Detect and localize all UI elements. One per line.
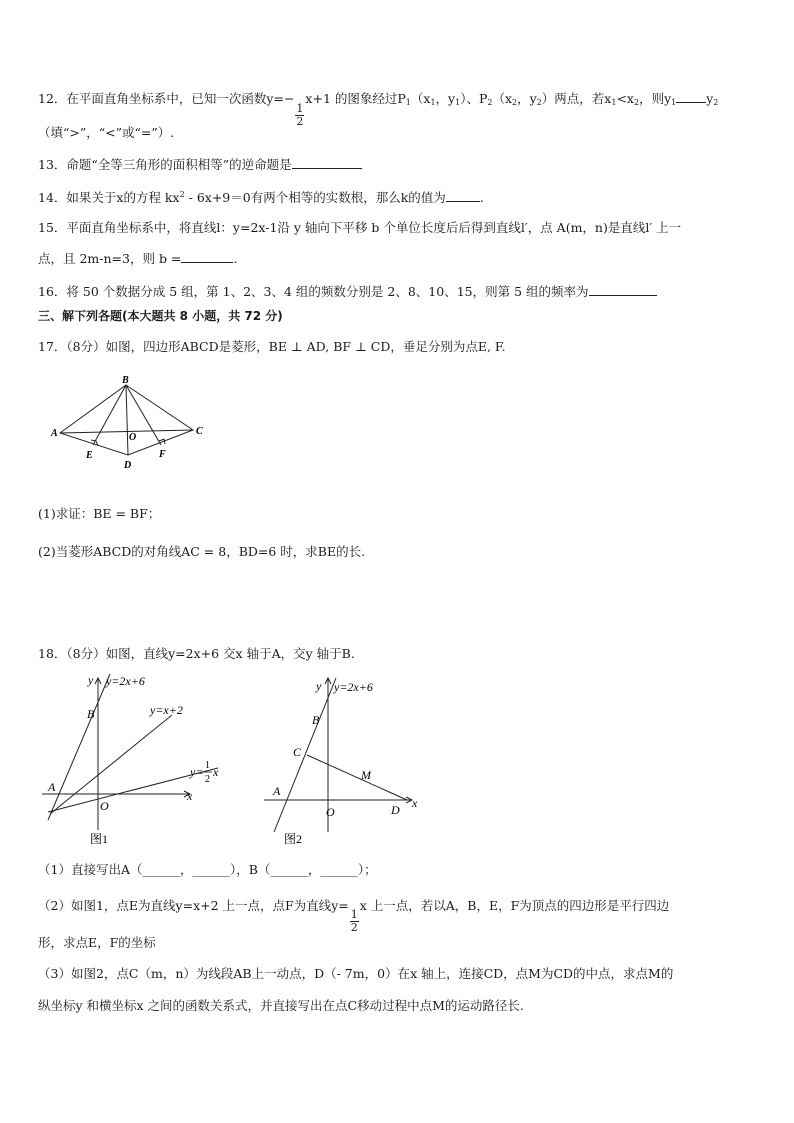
q12-text-i: <x (616, 91, 634, 106)
fig2-label-c: C (293, 745, 302, 759)
q14 (38, 187, 484, 206)
fig1-label-a: A (48, 780, 56, 794)
q18-frac-den: 2 (350, 921, 358, 934)
q15-answer-blank (181, 250, 233, 263)
sub: 1 (430, 98, 436, 107)
q17-rhombus-figure (48, 375, 218, 475)
fig1-line-c-num: 1 (205, 760, 210, 771)
q17-label-a: A (51, 428, 58, 439)
sub: 1 (455, 98, 461, 107)
q13-answer-blank (292, 156, 362, 169)
sub: 1 (611, 98, 617, 107)
q18-stem: 18．（8分）如图，直线y=2x+6 交x 轴于A，交y 轴于B. (38, 646, 355, 661)
fig2-label-d: D (391, 803, 400, 817)
q15-text-b: . (233, 251, 238, 266)
q16-answer-blank (589, 283, 657, 296)
q16-text: 16．将 50 个数据分成 5 组，第 1、2、3、4 组的频数分别是 2、8、10、15，则第 5 组的频率为 (38, 284, 589, 299)
q18-part3-line2: 纵坐标y 和横坐标x 之间的函数关系式，并直接写出在点C移动过程中点M的运动路径长. (38, 998, 524, 1013)
q14-text-a: 14．如果关于x的方程 kx (38, 190, 180, 205)
q12-text-f: （x (492, 91, 513, 106)
fig2-label-m: M (361, 768, 371, 782)
q17-part2: (2)当菱形ABCD的对角线AC = 8，BD=6 时，求BE的长. (38, 544, 366, 559)
q17-part1: (1)求证：BE = BF； (38, 506, 161, 521)
sub: 2 (536, 98, 542, 107)
q12-text-b: x+1 的图象经过P (305, 91, 406, 106)
sub: 2 (713, 98, 719, 107)
q18-part2-text-a: （2）如图1，点E为直线y=x+2 上一点，点F为直线y= (38, 898, 349, 913)
q12-answer-blank (676, 90, 706, 103)
fig2-label-b: B (312, 713, 320, 727)
q12-text-k: y (706, 91, 714, 106)
fig1-x-axis-label: x (187, 789, 193, 803)
fig2-caption: 图2 (284, 832, 303, 846)
q14-text-c: . (479, 190, 484, 205)
fig2-label-o: O (326, 805, 335, 819)
q16 (38, 283, 657, 300)
q14-text-b: - 6x+9＝0有两个相等的实数根，那么k的值为 (184, 190, 446, 205)
sub: 2 (487, 98, 493, 107)
section-heading: 三、解下列各题(本大题共 8 小题，共 72 分) (38, 309, 283, 323)
q17-label-e: E (86, 450, 93, 461)
q15-line1: 15．平面直角坐标系中，将直线l：y=2x-1沿 y 轴向下平移 b 个单位长度后后得到直线l′，点 A(m，n)是直线l′ 上一 (38, 220, 682, 235)
q13 (38, 156, 362, 173)
q12-text-h: ）两点，若x (541, 91, 612, 106)
fig2-line-a-label: y=2x+6 (334, 680, 373, 694)
q18-part2-fraction (350, 909, 359, 934)
q12-fraction (295, 103, 304, 128)
q18-figure-1 (40, 668, 240, 850)
fig1-line-c-prefix: y= (190, 765, 204, 779)
q15-line2 (38, 250, 237, 267)
q12-text-j: ，则y (639, 91, 672, 106)
q18-frac-num: 1 (350, 908, 358, 921)
q18-part1: （1）直接写出A（______，______），B（______，______）； (38, 862, 377, 877)
q12-text-e: ）、P (460, 91, 488, 106)
fig1-line-c-suffix: x (213, 765, 219, 779)
q17-label-b: B (122, 375, 129, 386)
q18-part2-text-b: x 上一点，若以A，B，E，F为顶点的四边形是平行四边 (359, 898, 670, 913)
q13-text: 13．命题“全等三角形的面积相等”的逆命题是 (38, 157, 292, 172)
q17-label-d: D (124, 460, 132, 471)
q12-text-g: ，y (517, 91, 537, 106)
fig2-x-axis-label: x (412, 796, 418, 810)
q18-figure-2 (262, 668, 432, 850)
q12-frac-den: 2 (296, 115, 304, 128)
q15-text-a: 点，且 2m-n=3，则 b = (38, 251, 182, 266)
fig1-caption: 图1 (90, 832, 109, 846)
q18-part2-line1 (38, 898, 669, 934)
q17-label-c: C (196, 426, 203, 437)
sub: 1 (405, 98, 411, 107)
q12-text-d: ，y (435, 91, 456, 106)
sub: 2 (633, 98, 640, 107)
fig1-y-axis-label: y (88, 673, 94, 687)
q12-text-a: 12．在平面直角坐标系中，已知一次函数y=− (38, 91, 295, 106)
fig1-line-b-label: y=x+2 (150, 703, 183, 717)
fig2-y-axis-label: y (316, 679, 322, 693)
fig1-line-a-label: y=2x+6 (106, 674, 145, 688)
sub: 1 (671, 98, 677, 107)
q12-line1 (38, 90, 718, 128)
q18-part3-line1: （3）如图2，点C（m，n）为线段AB上一动点，D（- 7m，0）在x 轴上，连接CD，点M为CD的中点，求点M的 (38, 966, 674, 981)
sub: 2 (512, 98, 518, 107)
sup: 2 (179, 190, 185, 199)
q17-label-o: O (129, 432, 137, 443)
q12-text-c: （x (410, 91, 431, 106)
q12-line2: （填“>”，“<”或“=”）. (38, 125, 175, 140)
q12-frac-num: 1 (296, 102, 304, 115)
q17-stem: 17．（8分）如图，四边形ABCD是菱形，BE ⊥ AD, BF ⊥ CD，垂足分别为点E, F. (38, 339, 506, 354)
q18-part2-line2: 形，求点E，F的坐标 (38, 935, 156, 950)
fig2-label-a: A (273, 784, 281, 798)
fig1-label-b: B (87, 707, 95, 721)
fig1-label-o: O (100, 799, 109, 813)
fig1-line-c-den: 2 (205, 774, 210, 785)
q14-answer-blank (446, 189, 480, 202)
q17-label-f: F (159, 449, 166, 460)
